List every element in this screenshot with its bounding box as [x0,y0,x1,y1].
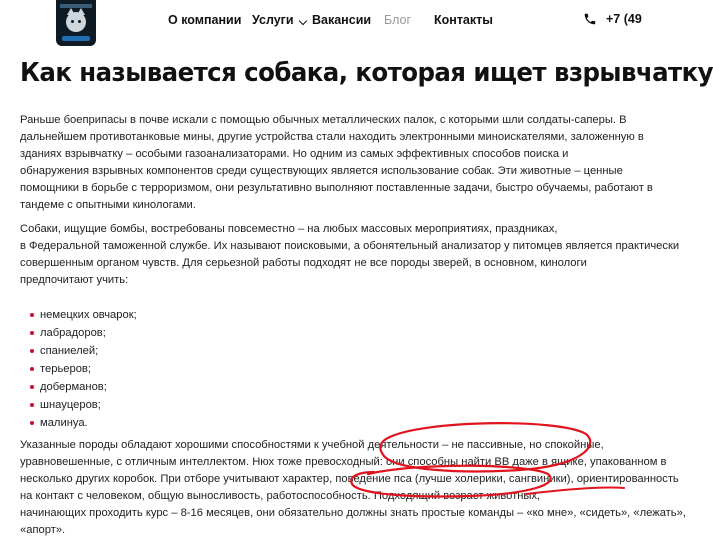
text-line: дальнейшем противотанковые мины, другие устройства стали находить электронными миноискателями, заложенную в [20,131,644,143]
logo-ribbon [62,36,90,41]
text-line: предпочитают учить: [20,274,129,286]
list-item: лабрадоров; [30,324,137,342]
text-line: начинающих проходить курс – 8-16 месяцев, они обязательно должны знать простые команды – «ко мне», «сидеть», «лежать», [20,507,686,519]
list-item: терьеров; [30,360,137,378]
site-header [0,0,640,52]
text-line: помощники в борьбе с терроризмом, они результативно выполняют поставленные задачи, быстро обучаемы, работают в [20,182,653,194]
paragraph-intro [20,112,653,214]
list-item: доберманов; [30,378,137,396]
list-item: спаниелей; [30,342,137,360]
page-title: Как называется собака, которая ищет взрывчатку [20,58,713,88]
text-line: обнаружения взрывных компонентов среди существующих является использование собак. Эти животные – ценные [20,165,623,177]
company-logo[interactable] [56,0,96,46]
text-line: в Федеральной таможенной службе. Их называют поисковыми, а обонятельный анализатор у питомцев является практически [20,240,680,252]
nav-vacancies[interactable]: Вакансии [312,13,372,27]
breed-list [30,306,137,432]
list-item: малинуа. [30,414,137,432]
nav-services[interactable]: Услуги [252,13,294,27]
nav-blog[interactable]: Блог [384,13,412,27]
text-line: зданиях взрывчатку – особыми газоанализаторами. Но одним из самых эффективных способов поиска и [20,148,569,160]
list-item: немецких овчарок; [30,306,137,324]
text-line: уравновешенные, с отличным интеллектом. Нюх тоже превосходный: они способны найти ВВ даже в ящике, упакованном в [20,456,667,468]
text-line: на контакт с человеком, общую выносливость, работоспособность. Подходящий возраст животных, [20,490,541,502]
text-line: несколько других коробок. При отборе учитывают характер, поведение пса (лучше холерики, сангвиники), ориентированность [20,473,679,485]
list-item: шнауцеров; [30,396,137,414]
text-line: совершенным органом чувств. Для серьезной работы подходят не все породы зверей, в основном, кинологи [20,257,587,269]
text-line: тандеме с опытными кинологами. [20,199,196,211]
dog-head-icon [66,12,86,32]
text-line: «апорт». [20,524,66,536]
logo-top-band [60,4,92,8]
paragraph-dogs [20,221,680,289]
dog-eye-icon [78,20,81,23]
text-line: Указанные породы обладают хорошими способностями к учебной деятельности – не пассивные, но спокойные, [20,439,604,451]
text-line: Раньше боеприпасы в почве искали с помощью обычных металлических палок, с которыми шли солдаты-саперы. В [20,114,627,126]
nav-contacts[interactable]: Контакты [434,13,493,27]
nav-about[interactable]: О компании [168,13,242,27]
text-line: Собаки, ищущие бомбы, востребованы повсеместно – на любых массовых мероприятиях, праздниках, [20,223,558,235]
chevron-down-icon[interactable] [299,17,307,25]
dog-eye-icon [71,20,74,23]
phone-icon[interactable] [583,12,597,26]
paragraph-traits [20,437,686,539]
phone-number[interactable]: +7 (49 [606,12,642,26]
